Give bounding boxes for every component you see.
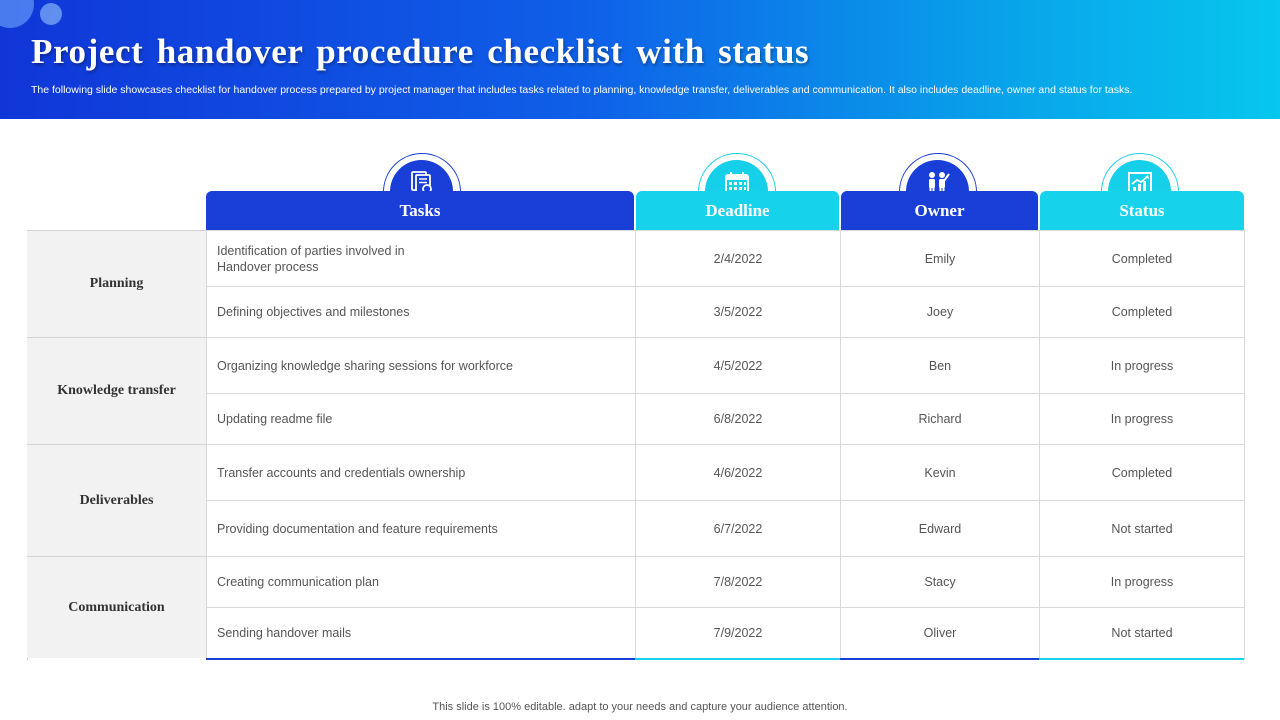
task-cell	[206, 230, 635, 286]
slide-title[interactable]: Project handover procedure checklist with status	[31, 32, 810, 71]
task-cell-text: Transfer accounts and credentials ownership	[217, 465, 466, 480]
owner-cell-text: Oliver	[923, 626, 957, 640]
status-cell-text: In progress	[1110, 575, 1174, 589]
status-cell	[1039, 607, 1244, 658]
row-group-label: Planning	[27, 230, 206, 337]
deadline-cell	[635, 286, 840, 337]
decorative-bubble	[0, 0, 34, 28]
owner-cell-text: Emily	[924, 251, 956, 266]
status-cell-text: Not started	[1111, 626, 1173, 640]
header-banner	[0, 0, 1280, 119]
row-group-label: Communication	[27, 556, 206, 658]
task-cell-text: Identification of parties involved in Handover process	[217, 243, 405, 274]
task-cell	[206, 393, 635, 444]
row-group-label: Deliverables	[27, 444, 206, 556]
task-cell-text: Defining objectives and milestones	[217, 305, 410, 319]
slide-subtitle[interactable]: The following slide showcases checklist for handover process prepared by project manager that includes tasks related to planning, knowledge transfer, deliverables and communication. It also includes deadline, owner and status for tasks.	[31, 84, 1133, 96]
task-cell-text: Providing documentation and feature requirements	[217, 521, 498, 536]
column-header-deadline: Deadline	[636, 191, 839, 231]
status-cell	[1039, 286, 1244, 337]
column-header-status: Status	[1040, 191, 1244, 231]
task-cell-text: Creating communication plan	[217, 575, 379, 589]
status-cell	[1039, 556, 1244, 607]
status-cell	[1039, 230, 1244, 286]
owner-cell	[840, 444, 1039, 500]
owner-cell-text: Joey	[926, 305, 954, 319]
owner-cell	[840, 556, 1039, 607]
deadline-cell	[635, 556, 840, 607]
owner-cell-text: Kevin	[924, 465, 956, 480]
status-bottom-line	[1039, 658, 1244, 660]
deadline-cell-text: 7/8/2022	[713, 575, 763, 589]
owner-cell	[840, 337, 1039, 393]
task-cell-text: Organizing knowledge sharing sessions for workforce	[217, 358, 513, 373]
task-cell	[206, 500, 635, 556]
deadline-cell	[635, 444, 840, 500]
owner-cell	[840, 230, 1039, 286]
deadline-cell-text: 4/6/2022	[713, 465, 763, 480]
status-cell-text: Not started	[1111, 521, 1173, 536]
status-cell-text: Completed	[1111, 251, 1173, 266]
status-cell	[1039, 444, 1244, 500]
deadline-cell-text: 7/9/2022	[713, 626, 763, 640]
status-cell-text: In progress	[1110, 412, 1174, 426]
task-cell	[206, 286, 635, 337]
deadline-cell-text: 2/4/2022	[713, 251, 763, 266]
status-cell	[1039, 500, 1244, 556]
task-cell	[206, 444, 635, 500]
column-header-tasks: Tasks	[206, 191, 634, 231]
deadline-cell-text: 4/5/2022	[713, 358, 763, 373]
owner-cell	[840, 500, 1039, 556]
column-header-owner: Owner	[841, 191, 1038, 231]
deadline-cell	[635, 607, 840, 658]
owner-cell	[840, 286, 1039, 337]
status-cell-text: Completed	[1111, 305, 1173, 319]
task-cell	[206, 607, 635, 658]
slide-footer: This slide is 100% editable. adapt to your needs and capture your audience attention.	[432, 701, 848, 713]
deadline-cell-text: 3/5/2022	[713, 305, 763, 319]
owner-cell-text: Edward	[918, 521, 962, 536]
status-cell-text: Completed	[1111, 465, 1173, 480]
deadline-cell	[635, 230, 840, 286]
status-cell-text: In progress	[1110, 358, 1174, 373]
owner-cell-text: Richard	[918, 412, 962, 426]
status-cell	[1039, 393, 1244, 444]
row-group-label: Knowledge transfer	[27, 337, 206, 444]
deadline-cell	[635, 337, 840, 393]
task-cell-text: Sending handover mails	[217, 626, 352, 640]
owner-cell	[840, 607, 1039, 658]
decorative-bubble	[40, 3, 62, 25]
owner-cell-text: Ben	[928, 358, 952, 373]
task-cell	[206, 556, 635, 607]
task-cell	[206, 337, 635, 393]
deadline-bottom-line	[635, 658, 840, 660]
deadline-cell	[635, 393, 840, 444]
owner-bottom-line	[840, 658, 1039, 660]
status-cell	[1039, 337, 1244, 393]
deadline-cell-text: 6/7/2022	[713, 521, 763, 536]
deadline-cell	[635, 500, 840, 556]
task-cell-text: Updating readme file	[217, 412, 333, 426]
owner-cell	[840, 393, 1039, 444]
tasks-bottom-line	[206, 658, 635, 660]
deadline-cell-text: 6/8/2022	[713, 412, 763, 426]
owner-cell-text: Stacy	[924, 575, 956, 589]
